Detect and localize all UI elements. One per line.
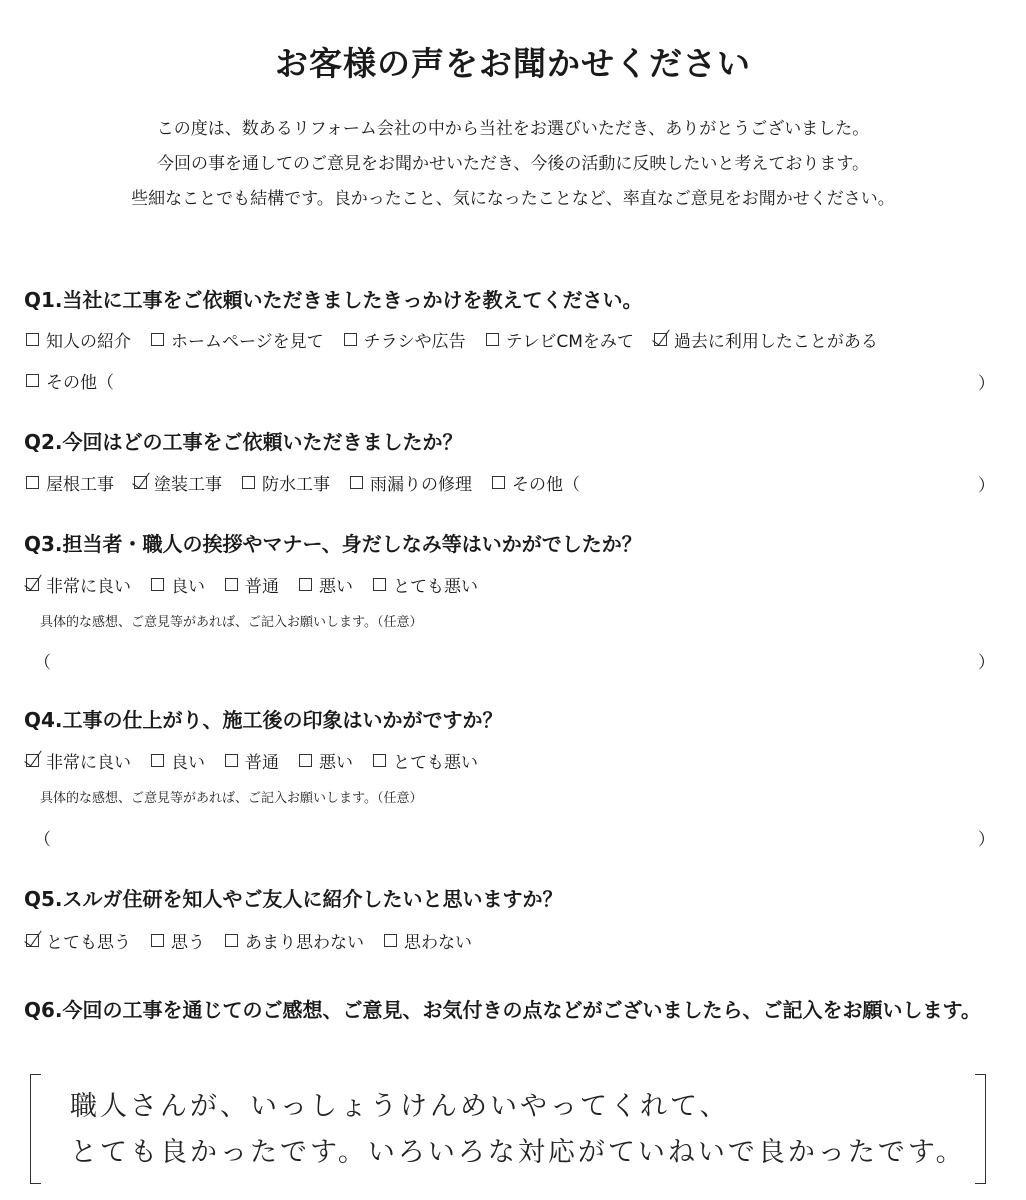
q3-option[interactable] [26, 572, 131, 597]
q4-options [26, 747, 498, 773]
open-paren: （ [34, 653, 51, 673]
intro-line: 些細なことでも結構です。良かったこと、気になったことなど、率直なご意見をお聞かせください。 [131, 189, 895, 209]
q4-title: Q4.工事の仕上がり、施工後の印象はいかがですか？ [24, 708, 503, 732]
q3-option[interactable] [225, 572, 279, 597]
checkbox[interactable] [134, 476, 147, 489]
option-label: ホームページを見て [171, 331, 324, 352]
q2-title: Q2.今回はどの工事をご依頼いただきましたか？ [24, 430, 463, 454]
q1-option-other[interactable] [26, 368, 114, 393]
q6-answer-box[interactable] [30, 1074, 986, 1186]
q4-option[interactable] [225, 748, 279, 773]
option-label: チラシや広告 [363, 331, 466, 352]
checkbox[interactable] [151, 934, 164, 947]
option-label: 悪い [319, 576, 353, 597]
checkbox[interactable] [225, 578, 238, 591]
option-label: 悪い [319, 752, 353, 773]
option-label: 普通 [245, 752, 279, 773]
q2-option[interactable] [242, 470, 330, 495]
q1-title: Q1.当社に工事をご依頼いただきましたきっかけを教えてください。 [24, 288, 643, 312]
checkbox[interactable] [151, 333, 164, 346]
checkbox[interactable] [350, 476, 363, 489]
checkbox[interactable] [373, 578, 386, 591]
q4-option[interactable] [26, 748, 131, 773]
open-paren: （ [34, 830, 51, 850]
checkbox[interactable] [654, 333, 667, 346]
option-label: 防水工事 [262, 474, 330, 495]
q3-option[interactable] [373, 572, 478, 597]
q3-option[interactable] [299, 572, 353, 597]
option-label: 屋根工事 [46, 474, 114, 495]
checkbox[interactable] [242, 476, 255, 489]
q2-option[interactable] [350, 470, 472, 495]
right-bracket [975, 1074, 986, 1184]
option-label: テレビCMをみて [505, 331, 634, 352]
checkbox[interactable] [151, 754, 164, 767]
checkbox[interactable] [225, 754, 238, 767]
checkbox[interactable] [26, 374, 39, 387]
close-paren: ） [978, 830, 995, 850]
option-label: 思わない [404, 932, 472, 953]
option-label: 良い [171, 576, 205, 597]
option-label: 非常に良い [46, 752, 131, 773]
checkbox[interactable] [151, 578, 164, 591]
page-title: お客様の声をお聞かせください [275, 44, 751, 83]
option-label: 雨漏りの修理 [370, 474, 472, 495]
q1-option[interactable] [486, 327, 634, 352]
option-label: その他（ [512, 474, 580, 495]
q1-options [26, 326, 898, 352]
q4-option[interactable] [299, 748, 353, 773]
intro-line: 今回の事を通してのご意見をお聞かせいただき、今後の活動に反映したいと考えております。 [157, 154, 869, 174]
q2-options [26, 469, 600, 495]
option-label: 非常に良い [46, 576, 131, 597]
intro-line: この度は、数あるリフォーム会社の中から当社をお選びいただき、ありがとうございました。 [156, 119, 870, 139]
option-label: 知人の紹介 [46, 331, 131, 352]
close-paren: ） [978, 374, 995, 394]
option-label: とても思う [46, 932, 131, 953]
q3-hint: 具体的な感想、ご意見等があれば、ご記入お願いします。（任意） [40, 615, 423, 630]
close-paren: ） [978, 476, 995, 496]
checkbox[interactable] [26, 333, 39, 346]
q3-option[interactable] [151, 572, 205, 597]
option-label: とても悪い [393, 576, 478, 597]
q5-title: Q5.スルガ住研を知人やご友人に紹介したいと思いますか？ [24, 887, 563, 911]
q1-option[interactable] [26, 327, 131, 352]
checkbox[interactable] [344, 333, 357, 346]
checkbox[interactable] [299, 578, 312, 591]
q5-option[interactable] [151, 928, 205, 953]
q1-other-row [26, 367, 134, 393]
intro-text [0, 112, 1026, 217]
checkbox[interactable] [26, 934, 39, 947]
option-label: その他（ [46, 372, 114, 393]
option-label: 思う [171, 932, 205, 953]
q2-option[interactable] [26, 470, 114, 495]
q2-option[interactable] [492, 470, 580, 495]
checkbox[interactable] [384, 934, 397, 947]
option-label: あまり思わない [245, 932, 364, 953]
option-label: 普通 [245, 576, 279, 597]
checkbox[interactable] [486, 333, 499, 346]
handwritten-answer-line: とても良かったです。いろいろな対応がていねいで良かったです。 [70, 1137, 966, 1168]
checkbox[interactable] [373, 754, 386, 767]
q5-options [26, 927, 492, 953]
checkbox[interactable] [26, 476, 39, 489]
q3-options [26, 571, 498, 597]
option-label: 良い [171, 752, 205, 773]
checkbox[interactable] [26, 578, 39, 591]
checkbox[interactable] [299, 754, 312, 767]
option-label: 塗装工事 [154, 474, 222, 495]
q5-option[interactable] [26, 928, 131, 953]
checkbox[interactable] [26, 754, 39, 767]
q5-option[interactable] [225, 928, 364, 953]
q4-hint: 具体的な感想、ご意見等があれば、ご記入お願いします。（任意） [40, 791, 423, 806]
q5-option[interactable] [384, 928, 472, 953]
q1-option[interactable] [654, 327, 878, 352]
checkbox[interactable] [492, 476, 505, 489]
q4-option[interactable] [151, 748, 205, 773]
close-paren: ） [978, 653, 995, 673]
q4-option[interactable] [373, 748, 478, 773]
q1-option[interactable] [344, 327, 466, 352]
left-bracket [30, 1074, 41, 1184]
q6-title: Q6.今回の工事を通じてのご感想、ご意見、お気付きの点などがございましたら、ご記入をお願いします。 [24, 998, 981, 1022]
option-label: 過去に利用したことがある [673, 331, 878, 352]
checkbox[interactable] [225, 934, 238, 947]
option-label: とても悪い [393, 752, 478, 773]
q2-option[interactable] [134, 470, 222, 495]
q3-title: Q3.担当者・職人の挨拶やマナー、身だしなみ等はいかがでしたか？ [24, 532, 642, 556]
handwritten-answer-line: 職人さんが、いっしょうけんめいやってくれて、 [70, 1091, 730, 1122]
q1-option[interactable] [151, 327, 324, 352]
